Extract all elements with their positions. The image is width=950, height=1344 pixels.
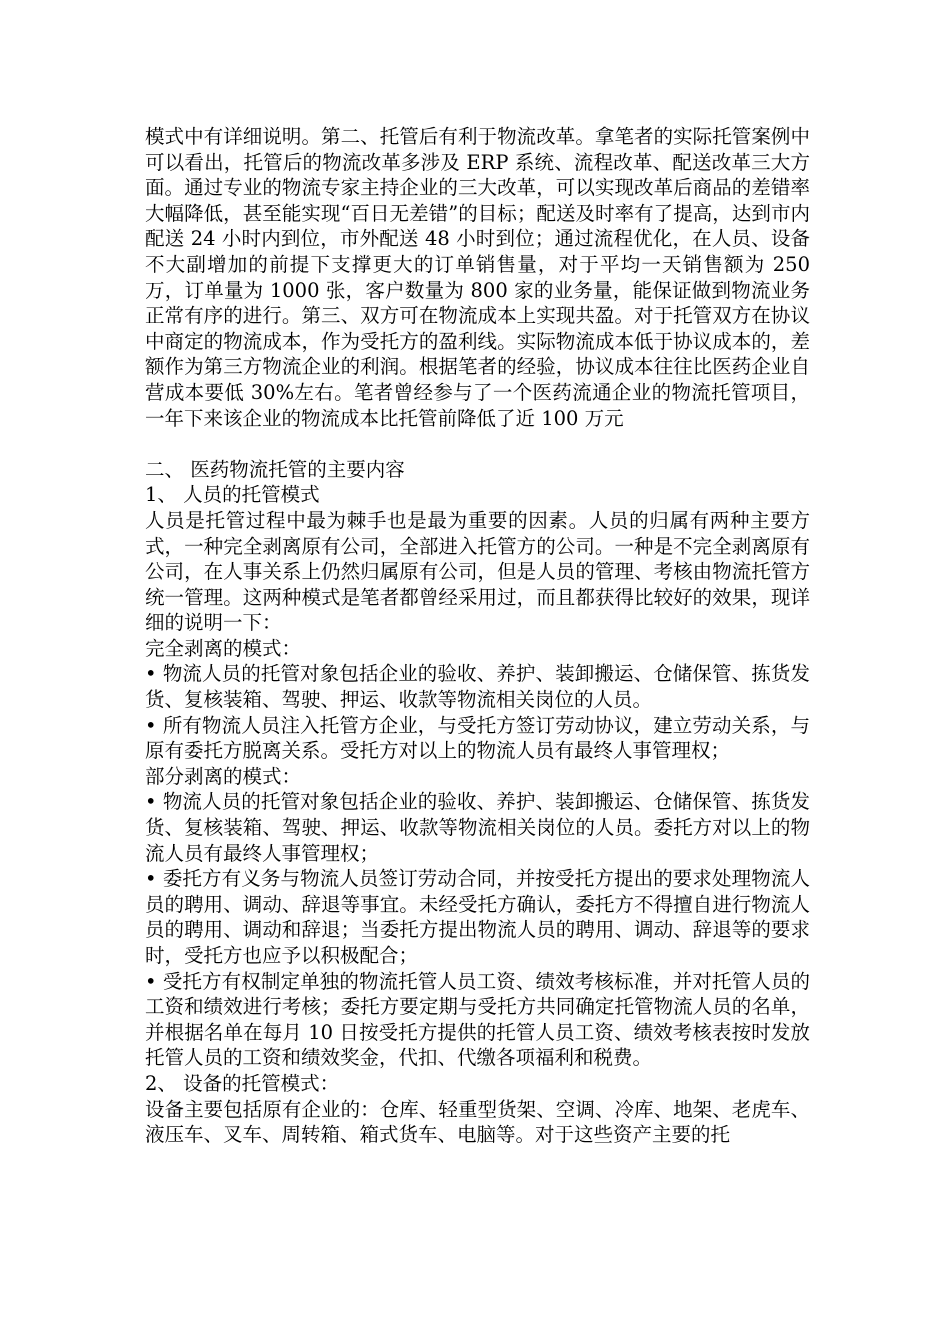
blank-line — [145, 431, 810, 457]
equipment-paragraph: 设备主要包括原有企业的：仓库、轻重型货架、空调、冷库、地架、老虎车、液压车、叉车、周转箱、箱式货车、电脑等。对于这些资产主要的托 — [145, 1097, 810, 1147]
partial-mode-bullet-2: • 委托方有义务与物流人员签订劳动合同，并按受托方提出的要求处理物流人员的聘用、调动、辞退等事宜。未经受托方确认，委托方不得擅自进行物流人员的聘用、调动和辞退；当委托方提出物流人员的聘用、调动、辞退等的要求时，受托方也应予以积极配合； — [145, 867, 810, 967]
partial-mode-title: 部分剥离的模式： — [145, 764, 302, 788]
partial-mode-bullet-3: • 受托方有权制定单独的物流托管人员工资、绩效考核标准，并对托管人员的工资和绩效进行考核；委托方要定期与受托方共同确定托管物流人员的名单，并根据名单在每月 10 日按受托方提供的托管人员工资、绩效考核表按时发放托管人员的工资和绩效奖金，代扣、代缴各项福利和税费。 — [145, 969, 810, 1070]
subsection-title-personnel: 1、 人员的托管模式 — [145, 483, 320, 507]
section-title: 二、 医药物流托管的主要内容 — [145, 457, 405, 481]
document-page — [145, 124, 810, 1148]
subsection-title-equipment: 2、 设备的托管模式： — [145, 1071, 340, 1095]
full-mode-bullet-2: • 所有物流人员注入托管方企业，与受托方签订劳动协议，建立劳动关系，与原有委托方脱离关系。受托方对以上的物流人员有最终人事管理权； — [145, 713, 810, 763]
full-mode-bullet-1: • 物流人员的托管对象包括企业的验收、养护、装卸搬运、仓储保管、拣货发货、复核装箱、驾驶、押运、收款等物流相关岗位的人员。 — [145, 662, 810, 712]
personnel-paragraph: 人员是托管过程中最为棘手也是最为重要的因素。人员的归属有两种主要方式，一种完全剥离原有公司，全部进入托管方的公司。一种是不完全剥离原有公司，在人事关系上仍然归属原有公司，但是人员的管理、考核由物流托管方统一管理。这两种模式是笔者都曾经采用过，而且都获得比较好的效果，现详细的说明一下： — [145, 508, 810, 635]
full-mode-title: 完全剥离的模式： — [145, 636, 302, 660]
partial-mode-bullet-1: • 物流人员的托管对象包括企业的验收、养护、装卸搬运、仓储保管、拣货发货、复核装箱、驾驶、押运、收款等物流相关岗位的人员。委托方对以上的物流人员有最终人事管理权； — [145, 790, 810, 865]
intro-paragraph: 模式中有详细说明。第二、托管后有利于物流改革。拿笔者的实际托管案例中可以看出，托管后的物流改革多涉及 ERP 系统、流程改革、配送改革三大方面。通过专业的物流专家主持企业的三大改革，可以实现改革后商品的差错率大幅降低，甚至能实现“百日无差错”的目标；配送及时率有了提高，达到市内配送 24 小时内到位，市外配送 48 小时到位；通过流程优化，在人员、设备不大副增加的前提下支撑更大的订单销售量，对于平均一天销售额为 250 万，订单量为 1000 张，客户数量为 800 家的业务量，能保证做到物流业务正常有序的进行。第三、双方可在物流成本上实现共盈。对于托管双方在协议中商定的物流成本，作为受托方的盈利线。实际物流成本低于协议成本的，差额作为第三方物流企业的利润。根据笔者的经验，协议成本往往比医药企业自营成本要低 30%左右。笔者曾经参与了一个医药流通企业的物流托管项目，一年下来该企业的物流成本比托管前降低了近 100 万元 — [145, 125, 810, 430]
